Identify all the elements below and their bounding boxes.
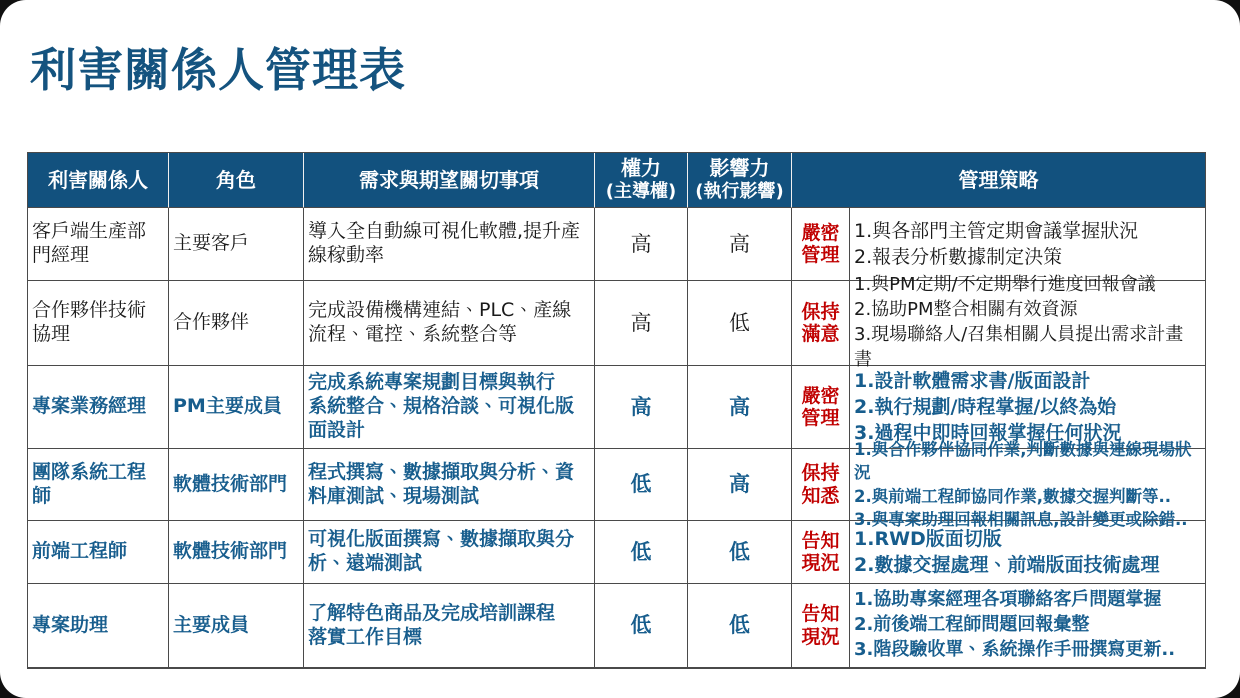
strategy-line: 3.過程中即時回報掌握任何狀況 bbox=[854, 422, 1122, 445]
header-influence bbox=[688, 153, 792, 208]
strategy-line: 3.階段驗收單、系統操作手冊撰寫更新.. bbox=[854, 638, 1176, 660]
cell-stakeholder: 合作夥伴技術協理 bbox=[28, 281, 169, 366]
cell-role: 軟體技術部門 bbox=[169, 449, 304, 521]
cell-influence: 低 bbox=[688, 584, 792, 668]
header-strategy: 管理策略 bbox=[792, 153, 1205, 208]
cell-strategies bbox=[850, 274, 1205, 370]
strategy-line: 1.與各部門主管定期會議掌握狀況 bbox=[854, 219, 1139, 242]
cell-needs bbox=[304, 521, 595, 584]
cell-strategies bbox=[850, 208, 1205, 281]
strategy-line: 3.與專案助理回報相關訊息,設計變更或除錯.. bbox=[854, 509, 1188, 529]
header-power-label: 權力 bbox=[621, 156, 661, 181]
needs-line: 落實工作目標 bbox=[308, 625, 423, 648]
cell-power: 高 bbox=[595, 366, 688, 449]
cell-stakeholder: 團隊系統工程師 bbox=[28, 449, 169, 521]
cell-role: 主要客戶 bbox=[169, 208, 304, 281]
needs-line: 可視化版面撰寫、數據擷取與分析、遠端測試 bbox=[308, 528, 575, 574]
strategy-line: 1.協助專案經理各項聯絡客戶問題掌握 bbox=[854, 589, 1162, 611]
header-role: 角色 bbox=[169, 153, 304, 208]
strategy-line: 2.前後端工程師問題回報彙整 bbox=[854, 614, 1090, 636]
cell-power: 高 bbox=[595, 281, 688, 366]
needs-line: 導入全自動線可視化軟體,提升產線稼動率 bbox=[308, 220, 581, 266]
cell-strategies bbox=[850, 366, 1205, 449]
cell-category: 告知現況 bbox=[792, 584, 850, 668]
needs-line: 了解特色商品及完成培訓課程 bbox=[308, 601, 556, 624]
strategy-line: 2.報表分析數據制定決策 bbox=[854, 246, 1063, 268]
header-stakeholder: 利害關係人 bbox=[28, 153, 169, 208]
needs-line: 完成系統專案規劃目標與執行 bbox=[308, 371, 556, 394]
strategy-line: 1.與合作夥伴協同作業,判斷數據與連線現場狀況 bbox=[854, 439, 1192, 483]
strategy-line: 1.與PM定期/不定期舉行進度回報會議 bbox=[854, 274, 1156, 296]
header-influence-label: 影響力 bbox=[709, 156, 770, 181]
cell-role: PM主要成員 bbox=[169, 366, 304, 449]
cell-category: 保持滿意 bbox=[792, 281, 850, 366]
cell-category: 保持知悉 bbox=[792, 449, 850, 521]
cell-strategies bbox=[850, 584, 1205, 668]
cell-strategies bbox=[850, 439, 1205, 529]
strategy-line: 2.數據交握處理、前端版面技術處理 bbox=[854, 554, 1160, 576]
strategy-line: 2.與前端工程師協同作業,數據交握判斷等.. bbox=[854, 486, 1172, 506]
cell-needs bbox=[304, 584, 595, 668]
cell-influence: 高 bbox=[688, 208, 792, 281]
header-power bbox=[595, 153, 688, 208]
cell-category: 嚴密管理 bbox=[792, 366, 850, 449]
cell-power: 低 bbox=[595, 449, 688, 521]
cell-role: 主要成員 bbox=[169, 584, 304, 668]
cell-role: 軟體技術部門 bbox=[169, 521, 304, 584]
cell-stakeholder: 前端工程師 bbox=[28, 521, 169, 584]
strategy-line: 2.協助PM整合相關有效資源 bbox=[854, 299, 1078, 321]
header-power-sub: (主導權) bbox=[605, 181, 677, 203]
needs-line: 系統整合、規格洽談、可視化版面設計 bbox=[308, 395, 575, 441]
cell-category: 嚴密管理 bbox=[792, 208, 850, 281]
needs-line: 完成設備機構連結、PLC、產線流程、電控、系統整合等 bbox=[308, 299, 572, 345]
cell-needs bbox=[304, 281, 595, 366]
cell-power: 高 bbox=[595, 208, 688, 281]
needs-line: 程式撰寫、數據擷取與分析、資料庫測試、現場測試 bbox=[308, 460, 575, 507]
strategy-line: 2.執行規劃/時程掌握/以終為始 bbox=[854, 395, 1117, 418]
header-influence-sub: (執行影響) bbox=[695, 181, 784, 203]
page-title: 利害關係人管理表 bbox=[30, 43, 406, 97]
cell-needs bbox=[304, 366, 595, 449]
cell-influence: 低 bbox=[688, 521, 792, 584]
cell-strategies bbox=[850, 521, 1205, 584]
cell-influence: 高 bbox=[688, 449, 792, 521]
strategy-line: 3.現場聯絡人/召集相關人員提出需求計畫書 bbox=[854, 324, 1184, 370]
cell-influence: 低 bbox=[688, 281, 792, 366]
strategy-line: 1.RWD版面切版 bbox=[854, 527, 1002, 550]
cell-needs bbox=[304, 449, 595, 521]
strategy-line: 1.設計軟體需求書/版面設計 bbox=[854, 369, 1091, 392]
cell-influence: 高 bbox=[688, 366, 792, 449]
cell-power: 低 bbox=[595, 521, 688, 584]
stakeholder-table bbox=[27, 152, 1206, 669]
cell-power: 低 bbox=[595, 584, 688, 668]
header-needs: 需求與期望關切事項 bbox=[304, 153, 595, 208]
cell-stakeholder: 專案業務經理 bbox=[28, 366, 169, 449]
cell-stakeholder: 專案助理 bbox=[28, 584, 169, 668]
cell-role: 合作夥伴 bbox=[169, 281, 304, 366]
cell-needs bbox=[304, 208, 595, 281]
cell-category: 告知現況 bbox=[792, 521, 850, 584]
cell-stakeholder: 客戶端生產部門經理 bbox=[28, 208, 169, 281]
